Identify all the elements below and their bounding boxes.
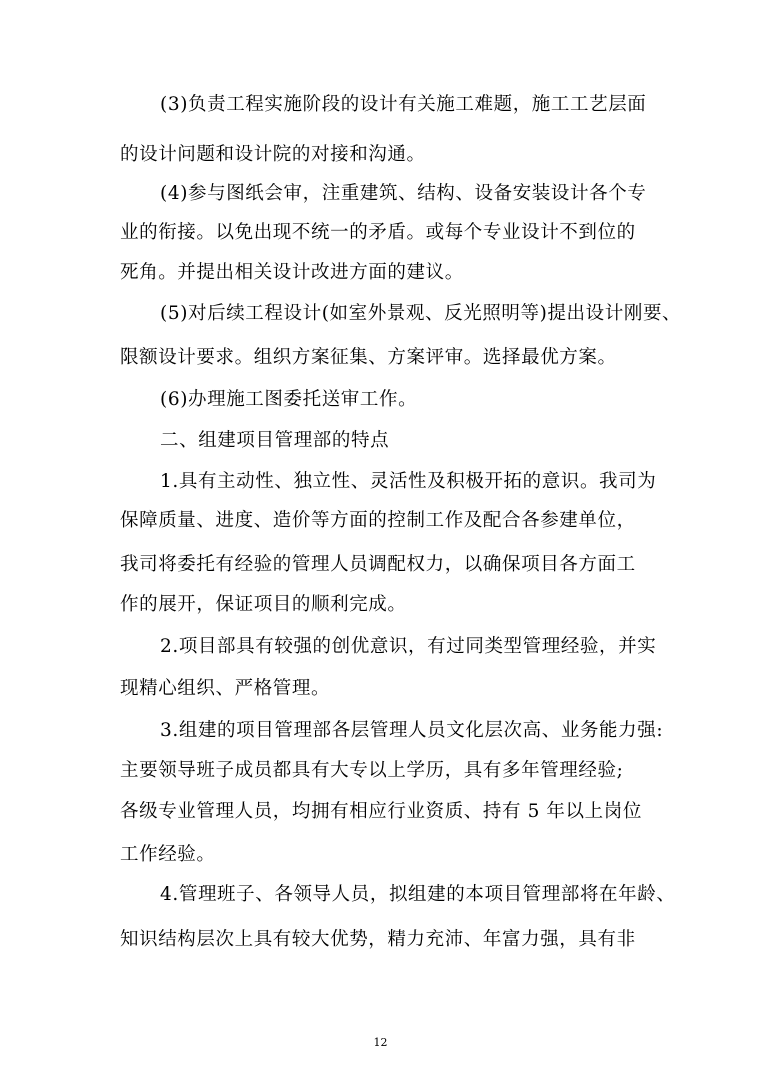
page-number: 12 xyxy=(373,1036,388,1049)
text-line: (6)办理施工图委托送审工作。 xyxy=(160,389,418,410)
text-line: 限额设计要求。组织方案征集、方案评审。选择最优方案。 xyxy=(120,347,617,368)
section-heading: 二、组建项目管理部的特点 xyxy=(160,430,390,451)
text-line: 3.组建的项目管理部各层管理人员文化层次高、业务能力强: xyxy=(160,720,664,741)
text-line: 知识结构层次上具有较大优势，精力充沛、年富力强，具有非 xyxy=(120,929,636,950)
text-line: 2.项目部具有较强的创优意识，有过同类型管理经验，并实 xyxy=(160,636,657,657)
text-line: (4)参与图纸会审，注重建筑、结构、设备安装设计各个专 xyxy=(160,183,647,204)
text-line: 我司将委托有经验的管理人员调配权力，以确保项目各方面工 xyxy=(120,554,636,575)
text-line: 现精心组织、严格管理。 xyxy=(120,678,331,699)
text-line: 1.具有主动性、独立性、灵活性及积极开拓的意识。我司为 xyxy=(160,471,657,492)
text-line: 工作经验。 xyxy=(120,844,216,865)
text-line: 作的展开，保证项目的顺利完成。 xyxy=(120,594,407,615)
text-line: 4.管理班子、各领导人员，拟组建的本项目管理部将在年龄、 xyxy=(160,884,676,905)
text-line: 的设计问题和设计院的对接和沟通。 xyxy=(120,144,426,165)
text-line: 业的衔接。以免出现不统一的矛盾。或每个专业设计不到位的 xyxy=(120,222,636,243)
text-line: 死角。并提出相关设计改进方面的建议。 xyxy=(120,262,464,283)
text-line: (5)对后续工程设计(如室外景观、反光照明等)提出设计刚要、 xyxy=(160,303,682,324)
text-line: 保障质量、进度、造价等方面的控制工作及配合各参建单位， xyxy=(120,510,636,531)
text-line: 各级专业管理人员，均拥有相应行业资质、持有 5 年以上岗位 xyxy=(120,801,642,822)
text-line: (3)负责工程实施阶段的设计有关施工难题，施工工艺层面 xyxy=(160,94,647,115)
text-line: 主要领导班子成员都具有大专以上学历，具有多年管理经验; xyxy=(120,760,624,781)
